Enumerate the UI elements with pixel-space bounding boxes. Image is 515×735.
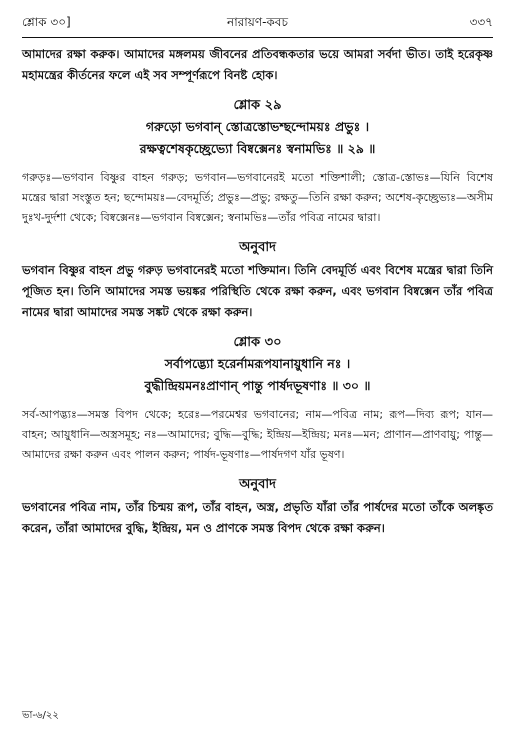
verse29-translation: ভগবান বিষ্ণুর বাহন প্রভু গরুড় ভগবানেরই মতো শক্তিমান। তিনি বেদমূর্তি এবং বিশেষ মন্ত্রের দ্বারা তিনি পূজিত হন। তিনি আমাদের সমস্ত ভয়ঙ্কর পরিস্থিতি থেকে রক্ষা করুন, এবং ভগবান বিষ্বক্সেন তাঁর পবিত্র নামের দ্বারা আমাদের সমস্ত সঙ্কট থেকে রক্ষা করুন। [22,263,493,319]
header-rule [22,37,493,38]
verse29-synonyms: গরুড়ঃ—ভগবান বিষ্ণুর বাহন গরুড়; ভগবান—ভগবানেরই মতো শক্তিশালী; স্তোত্র-স্তোভঃ—যিনি বিশেষ মন্ত্রের দ্বারা সংস্তুত হন; ছন্দোময়ঃ—বেদমূর্তি; প্রভুঃ—প্রভু; রক্ষতু—তিনি রক্ষা করুন; অশেষ-কৃচ্ছ্রেভ্যঃ—অসীম দুঃখ-দুর্দশা থেকে; বিষ্বক্সেনঃ—ভগবান বিষ্বক্সেন; স্বনামভিঃ—তাঁর পবিত্র নামের দ্বারা। [22,171,493,224]
verse30-heading: শ্লোক ৩০ [233,335,282,350]
verse30-synonyms: সর্ব-আপদ্ভ্যঃ—সমস্ত বিপদ থেকে; হরেঃ—পরমেশ্বর ভগবানের; নাম—পবিত্র নাম; রূপ—দিব্য রূপ; যান—বাহন; আয়ুধানি—অস্ত্রসমূহ; নঃ—আমাদের; বুদ্ধি—বুদ্ধি; ইন্দ্রিয়—ইন্দ্রিয়; মনঃ—মন; প্রাণান—প্রাণবায়ু; পান্তু—আমাদের রক্ষা করুন এবং পালন করুন; পার্ষদ-ভূষণাঃ—পার্ষদগণ যাঁর ভূষণ। [22,408,493,461]
verse30-translation: ভগবানের পবিত্র নাম, তাঁর চিন্ময় রূপ, তাঁর বাহন, অস্ত্র, প্রভৃতি যাঁরা তাঁর পার্ষদের মতো তাঁকে অলঙ্কৃত করেন, তাঁরা আমাদের বুদ্ধি, ইন্দ্রিয়, মন ও প্রাণকে সমস্ত বিপদ থেকে রক্ষা করুন। [22,500,493,535]
page-header [22,14,493,34]
intro-paragraph: আমাদের রক্ষা করুক। আমাদের মঙ্গলময় জীবনের প্রতিবন্ধকতার ভয়ে আমরা সর্বদা ভীত। তাই হরেকৃষ্ণ মহামন্ত্রের কীর্তনের ফলে এই সব সম্পূর্ণরূপে বিনষ্ট হোক। [22,47,493,82]
verse29-heading: শ্লোক ২৯ [233,98,282,113]
page-footer-signature: ভা-৬/২২ [22,710,59,721]
verse30-line1: সর্বাপদ্ভ্যো হরের্নামরূপযানায়ুধানি নঃ । [164,356,351,371]
verse29-line2: রক্ষত্বশেষকৃচ্ছ্রেভ্যো বিষ্বক্সেনঃ স্বনামভিঃ ॥ ২৯ ॥ [139,141,376,156]
header-chapter-title: নারায়ণ-কবচ [227,15,288,29]
page-body [22,44,493,539]
verse30-line2: বুদ্ধীন্দ্রিয়মনঃপ্রাণান্ পান্তু পার্ষদভূষণাঃ ॥ ৩০ ॥ [144,378,371,393]
verse29-line1: গরুড়ো ভগবান্ স্তোত্রস্তোভশ্ছন্দোময়ঃ প্রভুঃ । [145,119,370,134]
verse30-translation-heading: অনুবাদ [239,477,276,492]
header-verse-ref: শ্লোক ৩০] [22,15,71,29]
verse29-translation-heading: অনুবাদ [239,240,276,255]
header-page-number: ৩৩৭ [469,15,493,29]
